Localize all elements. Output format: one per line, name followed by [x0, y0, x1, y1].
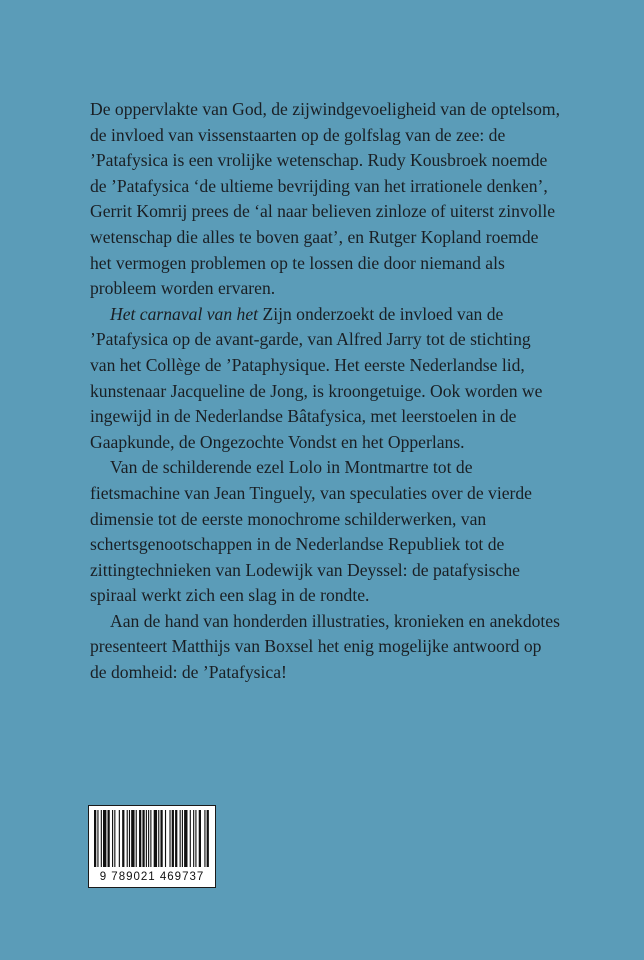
back-cover-blurb	[90, 97, 560, 686]
barcode-bar-23	[172, 810, 174, 867]
barcode-bar-10	[129, 810, 130, 867]
book-title-italic: Het carnaval van het	[110, 303, 259, 324]
barcode-bar-17	[150, 810, 151, 867]
barcode-bar-20	[160, 810, 162, 867]
barcode-bar-22	[169, 810, 170, 867]
blurb-paragraph-4: Aan de hand van honderden illustraties, kronieken en anekdotes presenteert Matthijs van Boxsel het enig mogelijke antwoord op de domheid: de ’Patafysica!	[90, 610, 560, 683]
barcode-bar-6	[114, 810, 115, 867]
barcode-bar-11	[131, 810, 134, 867]
barcode-bar-8	[122, 810, 124, 867]
barcode-bar-25	[180, 810, 181, 867]
barcode-bar-2	[101, 810, 102, 867]
blurb-paragraph-3: Van de schilderende ezel Lolo in Montmartre tot de fietsmachine van Jean Tinguely, van speculaties over de vierde dimensie tot de eerste monochrome schilderwerken, van schertsgenootschappen in de Nederlandse Republiek tot de zittingtechnieken van Lodewijk van Deyssel: de patafysische spiraal werkt zich een slag in de rondte.	[90, 457, 532, 606]
isbn-barcode	[88, 805, 216, 888]
blurb-paragraph-1: De oppervlakte van God, de zijwindgevoeligheid van de optelsom, de invloed van vissenstaarten op de golfslag van de zee: de ’Patafysica is een vrolijke wetenschap. Rudy Kousbroek noemde de ’Patafysica ‘de ultieme bevrijding van het irrationele denken’, Gerrit Komrij prees de ‘al naar believen zinloze of uiterst zinvolle wetenschap die alles te boven gaat’, en Rutger Kopland roemde het vermogen problemen op te lossen die door niemand als probleem worden ervaren.	[90, 99, 561, 299]
barcode-bar-19	[158, 810, 159, 867]
barcode-bar-15	[146, 810, 147, 867]
blurb-paragraph-2	[90, 302, 560, 456]
barcode-bar-9	[127, 810, 128, 867]
barcode-bar-31	[199, 810, 201, 867]
barcode-bar-0	[94, 810, 96, 867]
barcode-bar-21	[165, 810, 166, 867]
barcode-bar-4	[108, 810, 110, 867]
barcode-bar-32	[204, 810, 205, 867]
barcode-bar-26	[182, 810, 183, 867]
barcode-bar-13	[139, 810, 141, 867]
barcode-bar-18	[154, 810, 157, 867]
barcode-bar-27	[184, 810, 187, 867]
isbn-number: 9 789021 469737	[99, 871, 205, 883]
barcode-bar-33	[207, 810, 209, 867]
barcode-bar-16	[148, 810, 149, 867]
barcode-bar-28	[190, 810, 191, 867]
barcode-bar-14	[142, 810, 144, 867]
barcode-bar-29	[193, 810, 194, 867]
barcode-bar-12	[136, 810, 137, 867]
barcode-bar-24	[175, 810, 177, 867]
barcode-bar-1	[97, 810, 98, 867]
barcode-bar-5	[112, 810, 113, 867]
barcode-bar-3	[103, 810, 106, 867]
blurb-paragraph-2-text: Zijn onderzoekt de invloed van de ’Patafysica op de avant-garde, van Alfred Jarry tot de stichting van het Collège de ’Pataphysique. Het eerste Nederlandse lid, kunstenaar Jacqueline de Jong, is kroongetuige. Ook worden we ingewijd in de Nederlandse Bâtafysica, met leerstoelen in de Gaapkunde, de Ongezochte Vondst en het Opperlans.	[90, 303, 543, 452]
barcode-bars-graphic	[94, 810, 210, 867]
barcode-bar-30	[195, 810, 196, 867]
barcode-bar-7	[119, 810, 120, 867]
